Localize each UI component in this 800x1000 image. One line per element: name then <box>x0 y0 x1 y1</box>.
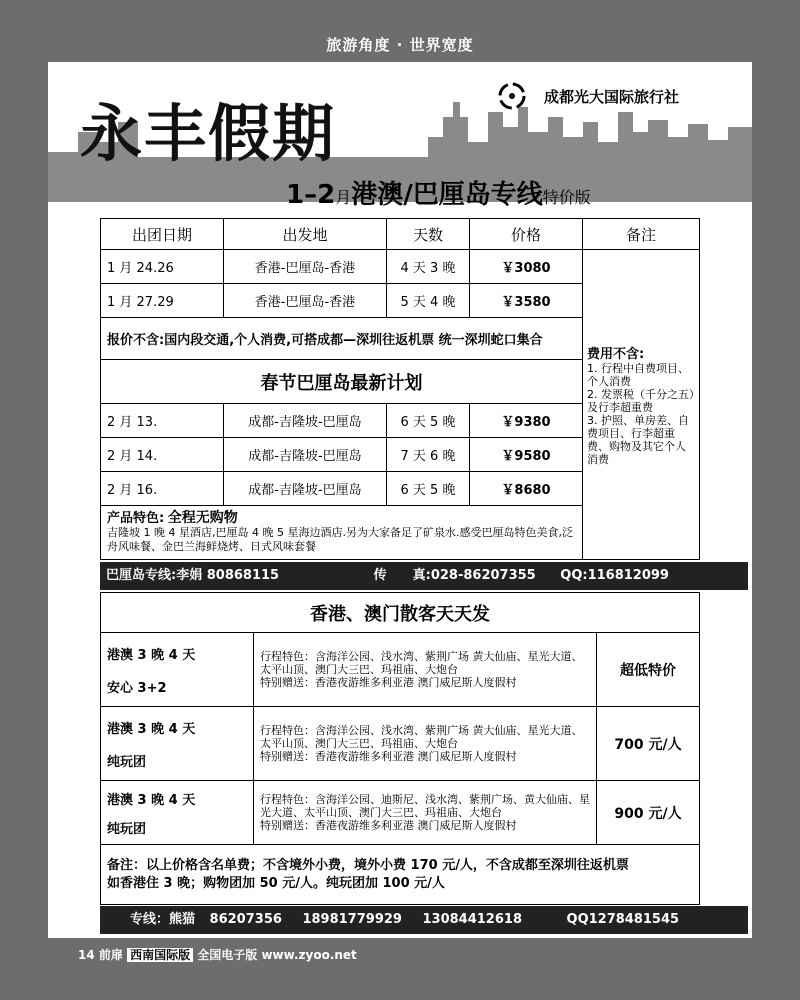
subtitle-month-unit: 月 <box>335 188 352 207</box>
tour-name <box>101 707 254 781</box>
col-route-header: 出发地 <box>224 219 387 250</box>
spring-plan-title: 春节巴厘岛最新计划 <box>101 360 583 404</box>
spring-row-price: ￥8680 <box>470 472 583 506</box>
tour-gift: 特别赠送：香港夜游维多利亚港 澳门威尼斯人度假村 <box>260 676 517 689</box>
tour-details <box>254 633 597 707</box>
agency-name: 成都光大国际旅行社 <box>544 88 680 106</box>
hk-macau-title: 香港、澳门散客天天发 <box>101 593 700 633</box>
hk-remark-2: 如香港住 3 晚；购物团加 50 元/人。纯玩团加 100 元/人 <box>107 875 445 891</box>
tour-details <box>254 781 597 845</box>
feature-value: 全程无购物 <box>167 510 238 526</box>
hk-remark-1: 备注：以上价格含名单费；不含境外小费，境外小费 170 元/人，不含成都至深圳往返机票 <box>107 857 629 873</box>
footer-edition: 西南国际版 <box>127 948 193 962</box>
hk-macau-table <box>100 592 700 905</box>
brand-title: 永丰假期 <box>80 97 337 170</box>
col-date-header: 出团日期 <box>101 219 224 250</box>
feature-text: 吉隆坡 1 晚 4 星酒店,巴厘岛 4 晚 5 星海边酒店.另为大家备足了矿泉水.感受巴厘岛特色美食,泛舟风味餐、金巴兰海鲜烧烤、日式风味套餐 <box>107 526 573 553</box>
tour-gift: 特别赠送：香港夜游维多利亚港 澳门威尼斯人度假村 <box>260 819 517 832</box>
promo-subtitle <box>286 174 591 211</box>
spring-row-route: 成都-吉隆坡-巴厘岛 <box>224 404 387 438</box>
hk-qq: QQ1278481545 <box>566 912 680 927</box>
footer-site[interactable]: 全国电子版 www.zyoo.net <box>197 948 357 962</box>
spring-row-days: 6 天 5 晚 <box>387 472 470 506</box>
bali-contact-bar <box>100 562 748 590</box>
tour-details <box>254 707 597 781</box>
page-footer <box>78 946 357 963</box>
fax-label: 传 真: <box>373 568 431 583</box>
tour-price: 900 元/人 <box>597 781 700 845</box>
product-feature <box>101 506 583 560</box>
tour-name-line1: 港澳 3 晚 4 天 <box>107 721 196 737</box>
row-date: 1 月 27.29 <box>101 284 224 318</box>
hk-remarks <box>101 845 700 905</box>
remark-title: 费用不含: <box>587 347 645 362</box>
agency-logo-icon <box>494 78 530 114</box>
hk-phone-2: 18981779929 <box>302 912 402 927</box>
tour-price: 超低特价 <box>597 633 700 707</box>
bali-qq: QQ:116812099 <box>560 568 669 583</box>
tour-name-line1: 港澳 3 晚 4 天 <box>107 647 196 663</box>
row-days: 4 天 3 晚 <box>387 250 470 284</box>
tour-name-line1: 港澳 3 晚 4 天 <box>107 792 196 808</box>
remark-item: 3. 护照、单房差、自费项目、行李超重费、购物及其它个人消费 <box>587 414 689 466</box>
tour-gift: 特别赠送：香港夜游维多利亚港 澳门威尼斯人度假村 <box>260 750 517 763</box>
tour-name-line2: 纯玩团 <box>107 754 147 770</box>
spring-row-price: ￥9380 <box>470 404 583 438</box>
hk-hotline-label: 专线：熊猫 <box>130 912 196 927</box>
tour-price: 700 元/人 <box>597 707 700 781</box>
spring-row-days: 6 天 5 晚 <box>387 404 470 438</box>
subtitle-months: 1–2 <box>286 180 336 210</box>
page-number: 14 <box>78 948 95 962</box>
quote-note-label: 报价不含: <box>107 333 165 348</box>
hk-phone-1: 86207356 <box>209 912 282 927</box>
col-days-header: 天数 <box>387 219 470 250</box>
spring-row-date: 2 月 16. <box>101 472 224 506</box>
footer-section: 前扉 <box>98 948 123 962</box>
tour-feature: 行程特色：含海洋公园、浅水湾、紫荆广场 黄大仙庙、星光大道、太平山顶、澳门大三巴、玛祖庙、大炮台 <box>260 724 583 750</box>
row-route: 香港-巴厘岛-香港 <box>224 284 387 318</box>
row-price: ￥3580 <box>470 284 583 318</box>
hk-contact-bar <box>100 906 748 934</box>
magazine-tagline: 旅游角度 · 世界宽度 <box>326 36 474 54</box>
bali-hotline: 巴厘岛专线:李娟 80868115 <box>106 568 280 583</box>
row-date: 1 月 24.26 <box>101 250 224 284</box>
col-price-header: 价格 <box>470 219 583 250</box>
tour-name <box>101 633 254 707</box>
row-route: 香港-巴厘岛-香港 <box>224 250 387 284</box>
tour-name <box>101 781 254 845</box>
remark-cell <box>583 250 700 560</box>
row-price: ￥3080 <box>470 250 583 284</box>
remark-item: 2. 发票税（千分之五）及行李超重费 <box>587 388 695 414</box>
tour-feature: 行程特色：含海洋公园、迪斯尼、浅水湾、紫荆广场、黄大仙庙、星光大道、太平山顶、澳门大三巴、玛祖庙、大炮台 <box>260 793 590 819</box>
spring-row-route: 成都-吉隆坡-巴厘岛 <box>224 438 387 472</box>
tour-name-line2: 安心 3+2 <box>107 680 167 696</box>
subtitle-edition: 特价版 <box>542 188 591 207</box>
tour-name-line2: 纯玩团 <box>107 821 147 837</box>
spring-row-date: 2 月 14. <box>101 438 224 472</box>
hk-phone-3: 13084412618 <box>422 912 522 927</box>
remark-item: 1. 行程中自费项目、个人消费 <box>587 362 689 388</box>
row-days: 5 天 4 晚 <box>387 284 470 318</box>
spring-row-days: 7 天 6 晚 <box>387 438 470 472</box>
tour-feature: 行程特色：含海洋公园、浅水湾、紫荆广场 黄大仙庙、星光大道、太平山顶、澳门大三巴、玛祖庙、大炮台 <box>260 650 583 676</box>
spring-row-route: 成都-吉隆坡-巴厘岛 <box>224 472 387 506</box>
quote-note-text: 国内段交通,个人消费,可搭成都—深圳往返机票 统一深圳蛇口集合 <box>164 333 543 348</box>
col-remark-header: 备注 <box>583 219 700 250</box>
quote-note <box>101 318 583 360</box>
spring-row-price: ￥9580 <box>470 438 583 472</box>
subtitle-route: 港澳/巴厘岛专线 <box>351 180 543 210</box>
bali-schedule-table <box>100 218 700 560</box>
feature-label: 产品特色: <box>107 511 165 526</box>
spring-row-date: 2 月 13. <box>101 404 224 438</box>
fax-number: 028-86207355 <box>430 568 536 583</box>
